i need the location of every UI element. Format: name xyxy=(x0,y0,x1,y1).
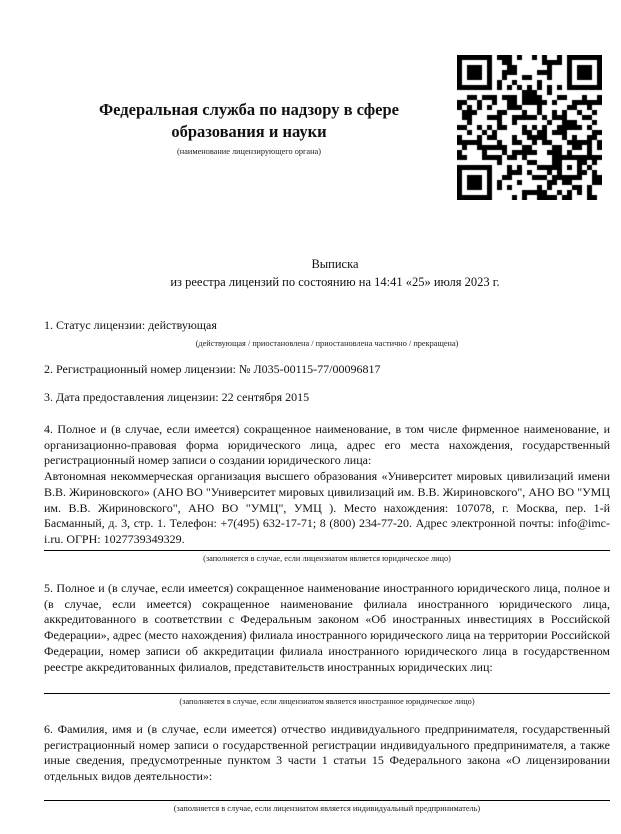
entrepreneur-rule xyxy=(44,800,610,801)
section-foreign-entity xyxy=(44,581,610,707)
foreign-entity-label: 5. Полное и (в случае, если имеется) сокращенное наименование иностранного юридического лица, полное и (в случае, если имеется) сокращенное наименование филиала иностранного юридического лица, аккредитованного в соответствии с Федеральным законом «Об иностранных инвестициях в Российской Федерации», адрес (место нахождения) филиала иностранного юридического лица на территории Российской Федерации, номер записи об аккредитации филиала иностранного юридического лица в государственном реестре аккредитованных филиалов, представительств иностранных юридических лиц: xyxy=(44,581,610,674)
foreign-entity-caption: (заполняется в случае, если лицензиатом является иностранное юридическое лицо) xyxy=(179,697,475,707)
extract-heading-line1: Выписка xyxy=(311,257,359,271)
entrepreneur-caption: (заполняется в случае, если лицензиатом является индивидуальный предприниматель) xyxy=(173,803,481,813)
licensing-authority-title-line1: Федеральная служба по надзору в сфере xyxy=(99,100,399,119)
section-grant-date xyxy=(44,390,610,405)
extract-heading-line2: из реестра лицензий по состоянию на 14:41 «25» июля 2023 г. xyxy=(170,274,500,289)
licensing-authority-caption: (наименование лицензирующего органа) xyxy=(177,147,321,156)
license-status-caption: (действующая / приостановлена / приостановлена частично / прекращена) xyxy=(195,339,459,348)
section-legal-entity xyxy=(44,422,610,564)
grant-date-text: 3. Дата предоставления лицензии: 22 сентября 2015 xyxy=(44,390,310,404)
extract-heading xyxy=(50,256,620,291)
foreign-entity-rule xyxy=(44,693,610,694)
legal-entity-value: Автономная некоммерческая организация высшего образования «Университет мировых цивилизаций имени В.В. Жириновского» (АНО ВО "Университет мировых цивилизаций им. В.В. Жириновского", АНО ВО "УМЦ им. В.В. Жириновского", АНО ВО "УМЦ", УМЦ ). Место нахождения: 107078, г. Москва, пер. 1-й Басманный, д. 3, стр. 1. Телефон: +7(495) 632-17-71; 8 (800) 234-77-20. Адрес электронной почты: info@imc-i.ru. ОГРН: 1027739349329. xyxy=(44,469,610,546)
section-individual-entrepreneur xyxy=(44,722,610,814)
section-license-status xyxy=(44,318,610,349)
registration-number-text: 2. Регистрационный номер лицензии: № Л035-00115-77/00096817 xyxy=(44,362,381,376)
qr-code-icon xyxy=(457,55,602,200)
legal-entity-caption: (заполняется в случае, если лицензиатом является юридическое лицо) xyxy=(203,553,451,563)
legal-entity-label: 4. Полное и (в случае, если имеется) сокращенное наименование, в том числе фирменное наименование, и организационно-правовая форма юридического лица, адрес его места нахождения, государственный регистрационный номер записи о создании юридического лица: xyxy=(44,422,610,468)
section-registration-number xyxy=(44,362,610,377)
legal-entity-rule xyxy=(44,550,610,551)
licensing-authority-title-line2: образования и науки xyxy=(171,122,327,141)
entrepreneur-label: 6. Фамилия, имя и (в случае, если имеется) отчество индивидуального предпринимателя, государственный регистрационный номер записи о государственной регистрации индивидуального предпринимателя, а также иные сведения, предусмотренные пунктом 3 части 1 статьи 15 Федерального закона «О лицензировании отдельных видов деятельности»: xyxy=(44,722,610,784)
document-header xyxy=(0,99,498,157)
license-status-text: 1. Статус лицензии: действующая xyxy=(44,318,217,332)
